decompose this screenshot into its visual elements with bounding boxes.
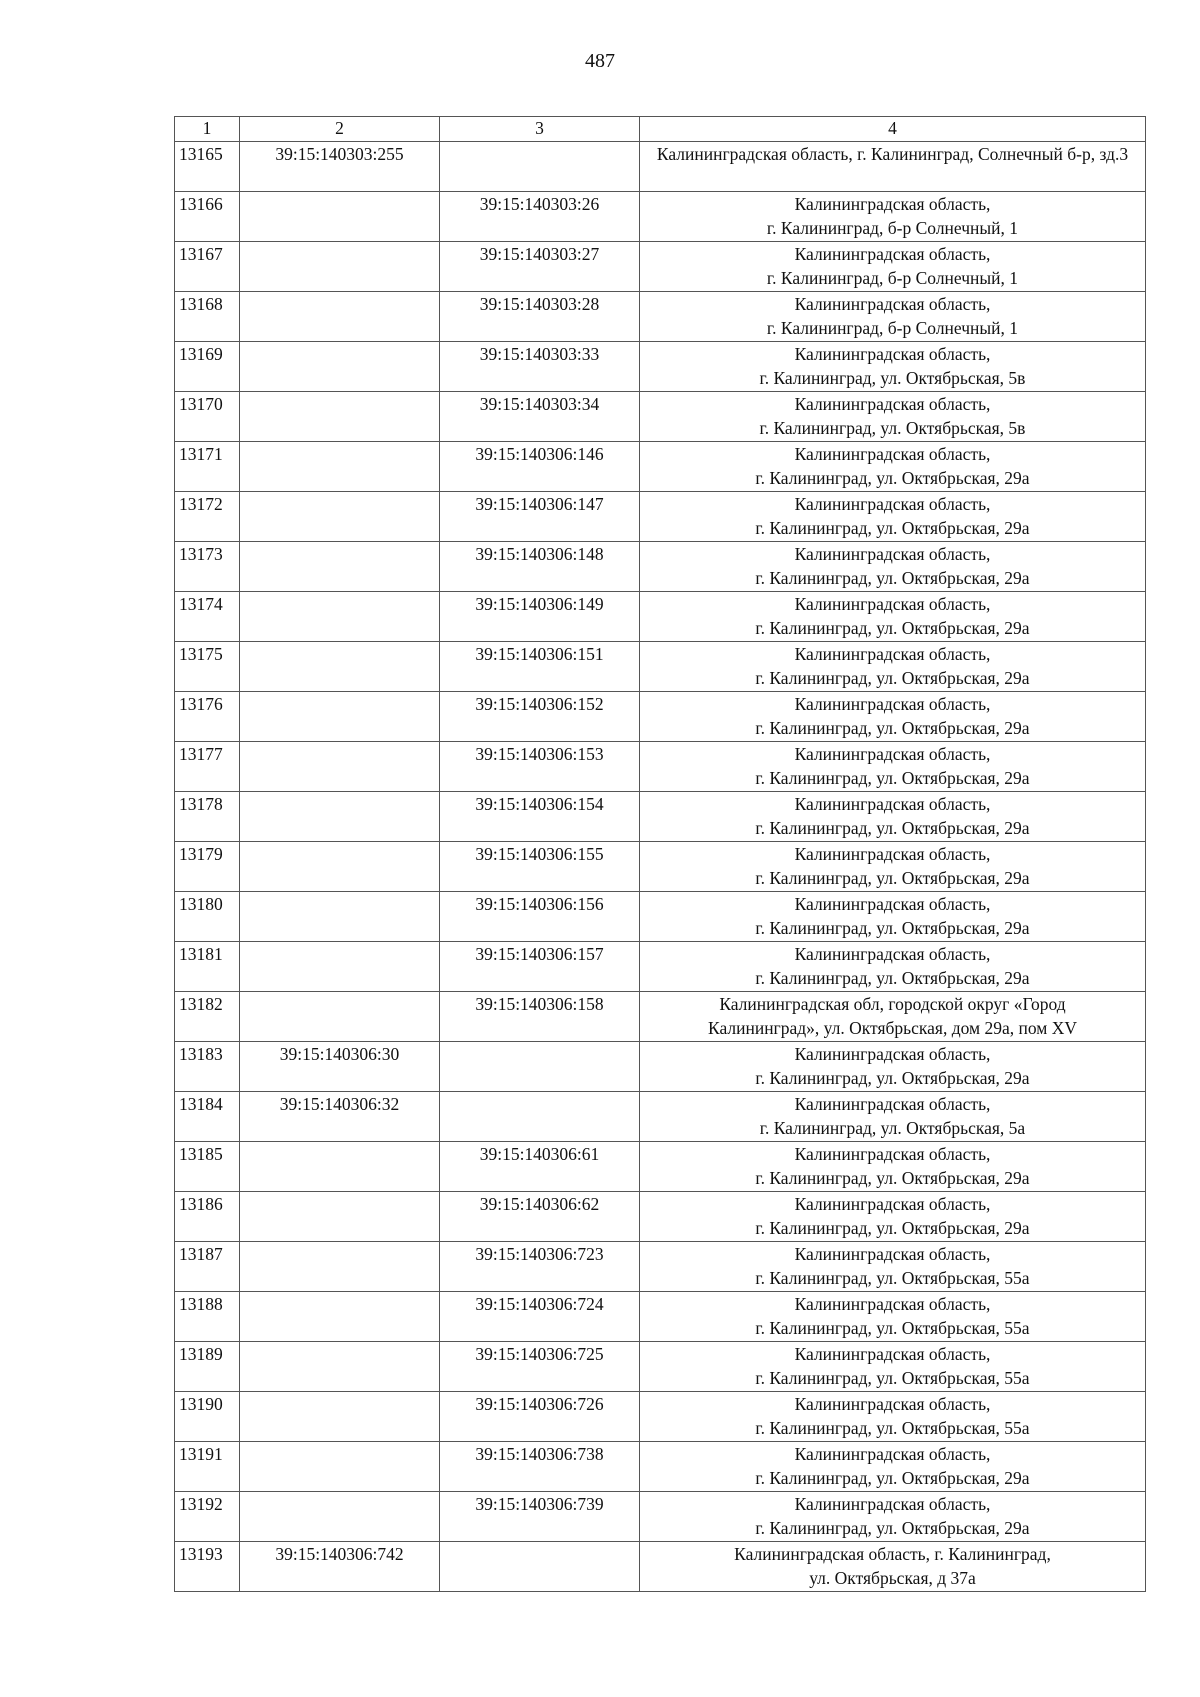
table-row bbox=[175, 442, 1146, 492]
row-number-cell: 13165 bbox=[175, 142, 240, 192]
object-cadastral-number-cell: 39:15:140306:739 bbox=[440, 1492, 640, 1542]
registry-table bbox=[174, 116, 1146, 1592]
cadastral-number-cell bbox=[240, 492, 440, 542]
object-cadastral-number-cell: 39:15:140303:28 bbox=[440, 292, 640, 342]
address-cell: Калининградская область, г. Калининград, б-р Солнечный, 1 bbox=[640, 192, 1146, 242]
row-number-cell: 13173 bbox=[175, 542, 240, 592]
row-number-cell: 13176 bbox=[175, 692, 240, 742]
table-row bbox=[175, 392, 1146, 442]
table-row bbox=[175, 842, 1146, 892]
row-number-cell: 13167 bbox=[175, 242, 240, 292]
table-row bbox=[175, 1142, 1146, 1192]
row-number-cell: 13177 bbox=[175, 742, 240, 792]
cadastral-number-cell bbox=[240, 892, 440, 942]
table-row bbox=[175, 592, 1146, 642]
table-row bbox=[175, 792, 1146, 842]
address-cell: Калининградская область, г. Калининград, ул. Октябрьская, 5в bbox=[640, 392, 1146, 442]
address-cell: Калининградская область, г. Калининград, б-р Солнечный, 1 bbox=[640, 292, 1146, 342]
cadastral-number-cell bbox=[240, 942, 440, 992]
object-cadastral-number-cell: 39:15:140306:725 bbox=[440, 1342, 640, 1392]
row-number-cell: 13188 bbox=[175, 1292, 240, 1342]
object-cadastral-number-cell bbox=[440, 1042, 640, 1092]
object-cadastral-number-cell: 39:15:140303:27 bbox=[440, 242, 640, 292]
row-number-cell: 13172 bbox=[175, 492, 240, 542]
object-cadastral-number-cell: 39:15:140306:155 bbox=[440, 842, 640, 892]
table-row bbox=[175, 192, 1146, 242]
cadastral-number-cell bbox=[240, 1242, 440, 1292]
cadastral-number-cell bbox=[240, 542, 440, 592]
table-row bbox=[175, 992, 1146, 1042]
address-cell: Калининградская область, г. Калининград, ул. Октябрьская, 29а bbox=[640, 692, 1146, 742]
table-row bbox=[175, 942, 1146, 992]
object-cadastral-number-cell: 39:15:140306:726 bbox=[440, 1392, 640, 1442]
cadastral-number-cell bbox=[240, 792, 440, 842]
cadastral-number-cell bbox=[240, 1142, 440, 1192]
object-cadastral-number-cell bbox=[440, 1542, 640, 1592]
table-row bbox=[175, 142, 1146, 192]
cadastral-number-cell bbox=[240, 1342, 440, 1392]
cadastral-number-cell bbox=[240, 1292, 440, 1342]
cadastral-number-cell bbox=[240, 992, 440, 1042]
cadastral-number-cell bbox=[240, 392, 440, 442]
row-number-cell: 13182 bbox=[175, 992, 240, 1042]
cadastral-number-cell bbox=[240, 1392, 440, 1442]
row-number-cell: 13186 bbox=[175, 1192, 240, 1242]
table-row bbox=[175, 1442, 1146, 1492]
cadastral-number-cell bbox=[240, 192, 440, 242]
cadastral-number-cell bbox=[240, 442, 440, 492]
address-cell: Калининградская область, г. Калининград, ул. Октябрьская, 5в bbox=[640, 342, 1146, 392]
object-cadastral-number-cell: 39:15:140306:146 bbox=[440, 442, 640, 492]
address-cell: Калининградская область, г. Калининград, ул. Октябрьская, 29а bbox=[640, 792, 1146, 842]
object-cadastral-number-cell: 39:15:140303:34 bbox=[440, 392, 640, 442]
table-row bbox=[175, 1392, 1146, 1442]
table-row bbox=[175, 1192, 1146, 1242]
table-row bbox=[175, 292, 1146, 342]
cadastral-number-cell bbox=[240, 1192, 440, 1242]
cadastral-number-cell: 39:15:140306:742 bbox=[240, 1542, 440, 1592]
column-header-1: 1 bbox=[175, 117, 240, 142]
object-cadastral-number-cell bbox=[440, 142, 640, 192]
table-row bbox=[175, 542, 1146, 592]
cadastral-number-cell bbox=[240, 692, 440, 742]
table-row bbox=[175, 742, 1146, 792]
address-cell: Калининградская область, г. Калининград, ул. Октябрьская, 29а bbox=[640, 842, 1146, 892]
address-cell: Калининградская область, г. Калининград, Солнечный б-р, зд.3 bbox=[640, 142, 1146, 192]
object-cadastral-number-cell: 39:15:140306:723 bbox=[440, 1242, 640, 1292]
table-row bbox=[175, 1342, 1146, 1392]
address-cell: Калининградская область, г. Калининград, ул. Октябрьская, 29а bbox=[640, 542, 1146, 592]
cadastral-number-cell bbox=[240, 1492, 440, 1542]
cadastral-number-cell bbox=[240, 242, 440, 292]
row-number-cell: 13185 bbox=[175, 1142, 240, 1192]
table-header-row bbox=[175, 117, 1146, 142]
object-cadastral-number-cell: 39:15:140306:154 bbox=[440, 792, 640, 842]
object-cadastral-number-cell: 39:15:140306:151 bbox=[440, 642, 640, 692]
row-number-cell: 13189 bbox=[175, 1342, 240, 1392]
object-cadastral-number-cell: 39:15:140303:26 bbox=[440, 192, 640, 242]
row-number-cell: 13175 bbox=[175, 642, 240, 692]
row-number-cell: 13181 bbox=[175, 942, 240, 992]
cadastral-number-cell bbox=[240, 842, 440, 892]
address-cell: Калининградская область, г. Калининград, ул. Октябрьская, 5а bbox=[640, 1092, 1146, 1142]
table-row bbox=[175, 1092, 1146, 1142]
address-cell: Калининградская область, г. Калининград, ул. Октябрьская, 55а bbox=[640, 1342, 1146, 1392]
row-number-cell: 13179 bbox=[175, 842, 240, 892]
row-number-cell: 13190 bbox=[175, 1392, 240, 1442]
object-cadastral-number-cell: 39:15:140303:33 bbox=[440, 342, 640, 392]
row-number-cell: 13184 bbox=[175, 1092, 240, 1142]
address-cell: Калининградская область, г. Калининград, ул. Октябрьская, 55а bbox=[640, 1242, 1146, 1292]
row-number-cell: 13178 bbox=[175, 792, 240, 842]
table-row bbox=[175, 1042, 1146, 1092]
column-header-3: 3 bbox=[440, 117, 640, 142]
address-cell: Калининградская область, г. Калининград, ул. Октябрьская, 29а bbox=[640, 1492, 1146, 1542]
address-cell: Калининградская область, г. Калининград, ул. Октябрьская, 55а bbox=[640, 1292, 1146, 1342]
column-header-4: 4 bbox=[640, 117, 1146, 142]
address-cell: Калининградская область, г. Калининград, ул. Октябрьская, 29а bbox=[640, 1042, 1146, 1092]
cadastral-number-cell bbox=[240, 292, 440, 342]
row-number-cell: 13183 bbox=[175, 1042, 240, 1092]
cadastral-number-cell bbox=[240, 742, 440, 792]
object-cadastral-number-cell: 39:15:140306:157 bbox=[440, 942, 640, 992]
table-row bbox=[175, 892, 1146, 942]
address-cell: Калининградская область, г. Калининград, ул. Октябрьская, д 37а bbox=[640, 1542, 1146, 1592]
object-cadastral-number-cell: 39:15:140306:61 bbox=[440, 1142, 640, 1192]
address-cell: Калининградская область, г. Калининград, ул. Октябрьская, 29а bbox=[640, 742, 1146, 792]
cadastral-number-cell bbox=[240, 1442, 440, 1492]
address-cell: Калининградская область, г. Калининград, ул. Октябрьская, 29а bbox=[640, 642, 1146, 692]
row-number-cell: 13166 bbox=[175, 192, 240, 242]
table-row bbox=[175, 1292, 1146, 1342]
address-cell: Калининградская область, г. Калининград, ул. Октябрьская, 29а bbox=[640, 1192, 1146, 1242]
object-cadastral-number-cell: 39:15:140306:738 bbox=[440, 1442, 640, 1492]
row-number-cell: 13171 bbox=[175, 442, 240, 492]
table-row bbox=[175, 692, 1146, 742]
page-number: 487 bbox=[585, 50, 615, 72]
address-cell: Калининградская область, г. Калининград, ул. Октябрьская, 29а bbox=[640, 892, 1146, 942]
address-cell: Калининградская область, г. Калининград, б-р Солнечный, 1 bbox=[640, 242, 1146, 292]
address-cell: Калининградская область, г. Калининград, ул. Октябрьская, 29а bbox=[640, 1142, 1146, 1192]
table-row bbox=[175, 492, 1146, 542]
row-number-cell: 13168 bbox=[175, 292, 240, 342]
column-header-2: 2 bbox=[240, 117, 440, 142]
table-row bbox=[175, 342, 1146, 392]
row-number-cell: 13193 bbox=[175, 1542, 240, 1592]
object-cadastral-number-cell: 39:15:140306:149 bbox=[440, 592, 640, 642]
cadastral-number-cell: 39:15:140303:255 bbox=[240, 142, 440, 192]
object-cadastral-number-cell: 39:15:140306:62 bbox=[440, 1192, 640, 1242]
table-row bbox=[175, 1492, 1146, 1542]
cadastral-number-cell bbox=[240, 592, 440, 642]
address-cell: Калининградская область, г. Калининград, ул. Октябрьская, 29а bbox=[640, 592, 1146, 642]
row-number-cell: 13169 bbox=[175, 342, 240, 392]
object-cadastral-number-cell: 39:15:140306:158 bbox=[440, 992, 640, 1042]
object-cadastral-number-cell: 39:15:140306:153 bbox=[440, 742, 640, 792]
row-number-cell: 13180 bbox=[175, 892, 240, 942]
cadastral-number-cell: 39:15:140306:30 bbox=[240, 1042, 440, 1092]
address-cell: Калининградская область, г. Калининград, ул. Октябрьская, 29а bbox=[640, 492, 1146, 542]
object-cadastral-number-cell bbox=[440, 1092, 640, 1142]
table-row bbox=[175, 242, 1146, 292]
row-number-cell: 13192 bbox=[175, 1492, 240, 1542]
object-cadastral-number-cell: 39:15:140306:152 bbox=[440, 692, 640, 742]
address-cell: Калининградская область, г. Калининград, ул. Октябрьская, 55а bbox=[640, 1392, 1146, 1442]
address-cell: Калининградская область, г. Калининград, ул. Октябрьская, 29а bbox=[640, 442, 1146, 492]
row-number-cell: 13187 bbox=[175, 1242, 240, 1292]
table-body bbox=[175, 142, 1146, 1592]
object-cadastral-number-cell: 39:15:140306:148 bbox=[440, 542, 640, 592]
address-cell: Калининградская обл, городской округ «Город Калининград», ул. Октябрьская, дом 29а, пом XV bbox=[640, 992, 1146, 1042]
table-row bbox=[175, 1242, 1146, 1292]
row-number-cell: 13174 bbox=[175, 592, 240, 642]
object-cadastral-number-cell: 39:15:140306:147 bbox=[440, 492, 640, 542]
row-number-cell: 13191 bbox=[175, 1442, 240, 1492]
row-number-cell: 13170 bbox=[175, 392, 240, 442]
table-row bbox=[175, 1542, 1146, 1592]
table-row bbox=[175, 642, 1146, 692]
cadastral-number-cell bbox=[240, 642, 440, 692]
address-cell: Калининградская область, г. Калининград, ул. Октябрьская, 29а bbox=[640, 1442, 1146, 1492]
object-cadastral-number-cell: 39:15:140306:156 bbox=[440, 892, 640, 942]
cadastral-number-cell bbox=[240, 342, 440, 392]
cadastral-number-cell: 39:15:140306:32 bbox=[240, 1092, 440, 1142]
address-cell: Калининградская область, г. Калининград, ул. Октябрьская, 29а bbox=[640, 942, 1146, 992]
object-cadastral-number-cell: 39:15:140306:724 bbox=[440, 1292, 640, 1342]
